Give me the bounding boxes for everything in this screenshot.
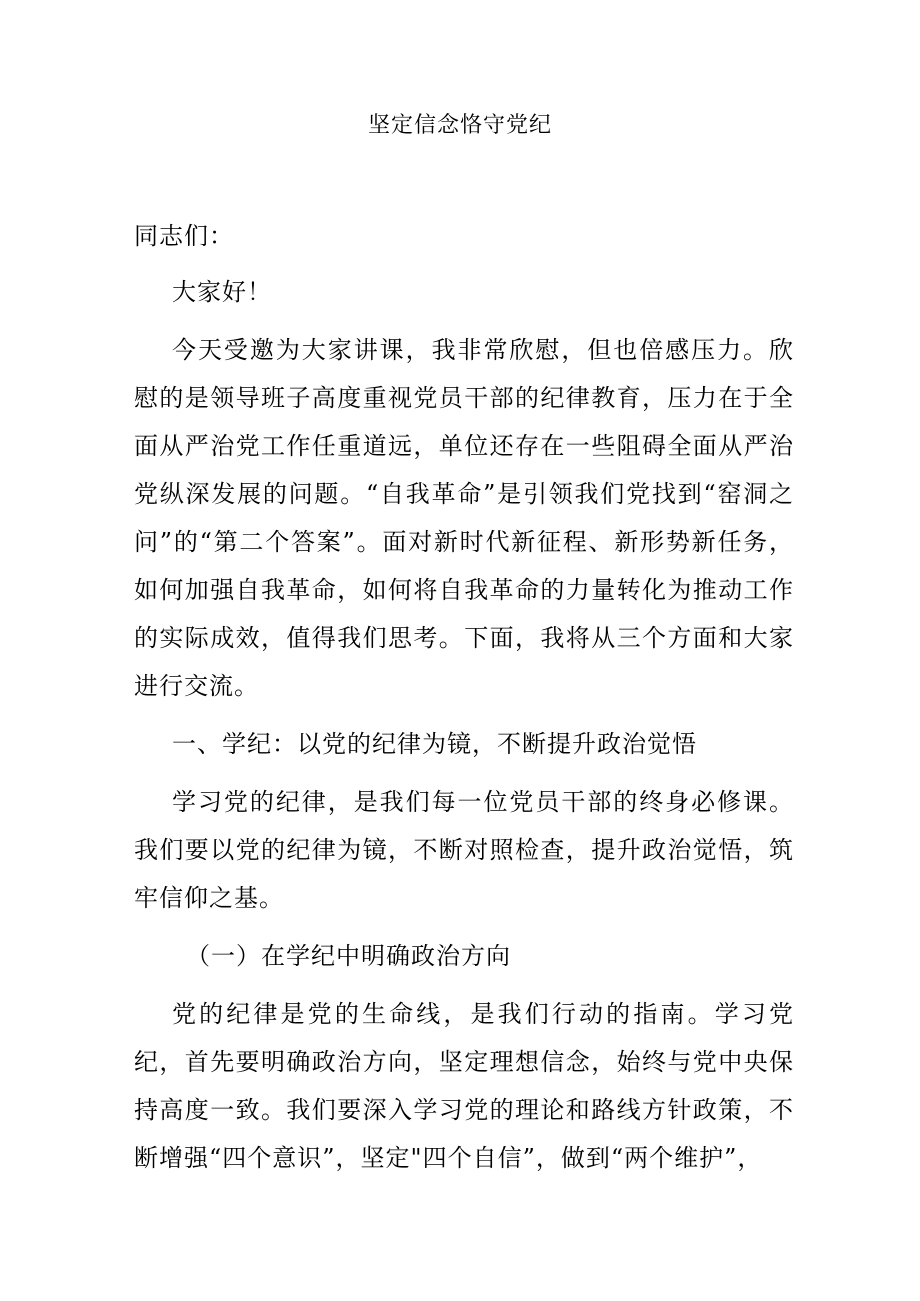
document-title: 坚定信念恪守党纪 <box>367 113 552 138</box>
paragraph-section-1: 学习党的纪律，是我们每一位党员干部的终身必修课。我们要以党的纪律为镜，不断对照检查，提升政治觉悟，筑牢信仰之基。 <box>134 788 794 912</box>
document-body <box>134 212 794 1192</box>
paragraph-intro: 今天受邀为大家讲课，我非常欣慰，但也倍感压力。欣慰的是领导班子高度重视党员干部的纪律教育，压力在于全面从严治党工作任重道远，单位还存在一些阻碍全面从严治党纵深发展的问题。“自我革命”是引领我们党找到“窑洞之问”的“第二个答案”。面对新时代新征程、新形势新任务，如何加强自我革命，如何将自我革命的力量转化为推动工作的实际成效，值得我们思考。下面，我将从三个方面和大家进行交流。 <box>134 336 794 700</box>
paragraph-subsection-1: 党的纪律是党的生命线，是我们行动的指南。学习党纪，首先要明确政治方向，坚定理想信念，始终与党中央保持高度一致。我们要深入学习党的理论和路线方针政策，不断增强“四个意识”，坚定"四个自信”，做到“两个维护”， <box>134 1000 794 1172</box>
section-heading-1: 一、学纪：以党的纪律为镜，不断提升政治觉悟 <box>172 730 697 758</box>
salutation: 同志们： <box>134 222 234 250</box>
greeting: 大家好！ <box>172 278 272 306</box>
subsection-heading-1: （一）在学纪中明确政治方向 <box>186 942 511 970</box>
